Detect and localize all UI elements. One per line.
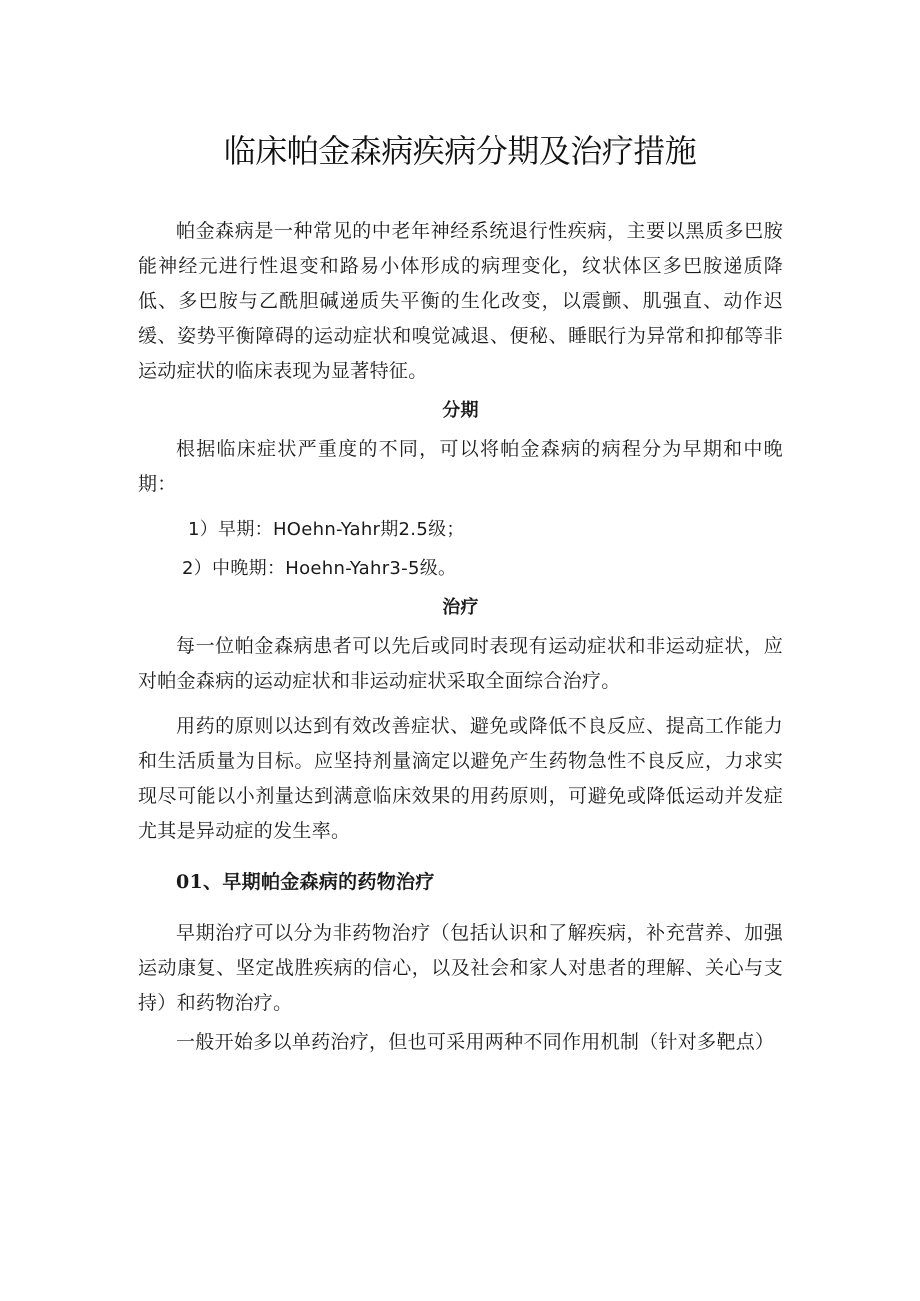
- staging-heading: 分期: [442, 400, 479, 421]
- treatment-paragraph-2: 用药的原则以达到有效改善症状、避免或降低不良反应、提高工作能力和生活质量为目标。应坚持剂量滴定以避免产生药物急性不良反应，力求实现尽可能以小剂量达到满意临床效果的用药原则，可避免或降低运动并发症尤其是异动症的发生率。: [138, 715, 783, 842]
- treatment-paragraph-1: 每一位帕金森病患者可以先后或同时表现有运动症状和非运动症状，应对帕金森病的运动症状和非运动症状采取全面综合治疗。: [138, 635, 783, 692]
- staging-item-late: 2）中晚期：Hoehn-Yahr3-5级。: [182, 558, 457, 579]
- treatment-heading: 治疗: [442, 597, 479, 618]
- early-treatment-heading: 01、早期帕金森病的药物治疗: [176, 871, 435, 893]
- document-body: [138, 214, 783, 1060]
- staging-paragraph: 根据临床症状严重度的不同，可以将帕金森病的病程分为早期和中晚期：: [138, 438, 783, 495]
- document-title: 临床帕金森病疾病分期及治疗措施: [223, 132, 697, 170]
- staging-item-early: 1）早期：HOehn-Yahr期2.5级；: [188, 519, 465, 540]
- intro-paragraph: 帕金森病是一种常见的中老年神经系统退行性疾病，主要以黑质多巴胺能神经元进行性退变和路易小体形成的病理变化，纹状体区多巴胺递质降低、多巴胺与乙酰胆碱递质失平衡的生化改变，以震颤、肌强直、动作迟缓、姿势平衡障碍的运动症状和嗅觉减退、便秘、睡眠行为异常和抑郁等非运动症状的临床表现为显著特征。: [138, 220, 783, 382]
- early-treatment-paragraph-2: 一般开始多以单药治疗，但也可采用两种不同作用机制（针对多靶点）: [176, 1031, 775, 1053]
- early-treatment-paragraph-1: 早期治疗可以分为非药物治疗（包括认识和了解疾病，补充营养、加强运动康复、坚定战胜疾病的信心，以及社会和家人对患者的理解、关心与支持）和药物治疗。: [138, 922, 783, 1014]
